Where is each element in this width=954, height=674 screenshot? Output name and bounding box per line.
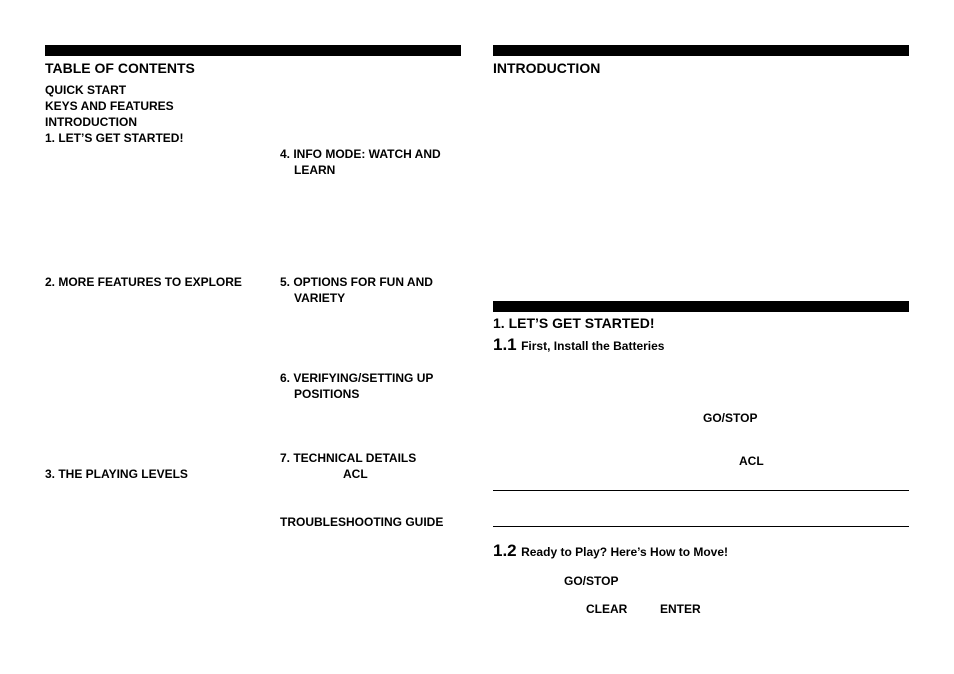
- divider-top: [493, 490, 909, 491]
- toc-entry-quick-start[interactable]: QUICK START: [45, 83, 127, 97]
- toc-entry-more-features[interactable]: 2. MORE FEATURES TO EXPLORE: [45, 275, 242, 289]
- toc-entry-info-mode[interactable]: 4. INFO MODE: WATCH AND: [280, 147, 441, 161]
- subsection-1-2-title: Ready to Play? Here’s How to Move!: [521, 545, 729, 559]
- toc-entry-technical-details[interactable]: 7. TECHNICAL DETAILS: [280, 451, 417, 465]
- subsection-1-1-heading: [493, 335, 664, 356]
- subsection-1-2-number: 1.2: [493, 541, 517, 560]
- key-label-go-stop-2: GO/STOP: [564, 574, 619, 588]
- toc-entry-options-cont[interactable]: VARIETY: [294, 291, 346, 305]
- key-label-go-stop: GO/STOP: [703, 411, 758, 425]
- key-label-clear: CLEAR: [586, 602, 628, 616]
- section1-header-bar: [493, 301, 909, 312]
- toc-entry-playing-levels[interactable]: 3. THE PLAYING LEVELS: [45, 467, 188, 481]
- intro-heading: INTRODUCTION: [493, 60, 601, 76]
- intro-header-bar: [493, 45, 909, 56]
- toc-header-bar: [45, 45, 461, 56]
- section1-heading: 1. LET’S GET STARTED!: [493, 315, 655, 331]
- subsection-1-2-heading: [493, 541, 728, 562]
- toc-entry-verifying-cont[interactable]: POSITIONS: [294, 387, 360, 401]
- toc-entry-info-mode-cont[interactable]: LEARN: [294, 163, 336, 177]
- toc-entry-options[interactable]: 5. OPTIONS FOR FUN AND: [280, 275, 433, 289]
- toc-heading: TABLE OF CONTENTS: [45, 60, 195, 76]
- toc-entry-verifying[interactable]: 6. VERIFYING/SETTING UP: [280, 371, 434, 385]
- toc-entry-lets-get-started[interactable]: 1. LET’S GET STARTED!: [45, 131, 184, 145]
- key-label-acl: ACL: [739, 454, 764, 468]
- toc-entry-introduction[interactable]: INTRODUCTION: [45, 115, 137, 129]
- subsection-1-1-number: 1.1: [493, 335, 517, 354]
- key-label-enter: ENTER: [660, 602, 701, 616]
- toc-entry-keys-features[interactable]: KEYS AND FEATURES: [45, 99, 174, 113]
- toc-entry-acl[interactable]: ACL: [343, 467, 368, 481]
- subsection-1-1-title: First, Install the Batteries: [521, 339, 665, 353]
- toc-entry-troubleshooting[interactable]: TROUBLESHOOTING GUIDE: [280, 515, 444, 529]
- divider-bottom: [493, 526, 909, 527]
